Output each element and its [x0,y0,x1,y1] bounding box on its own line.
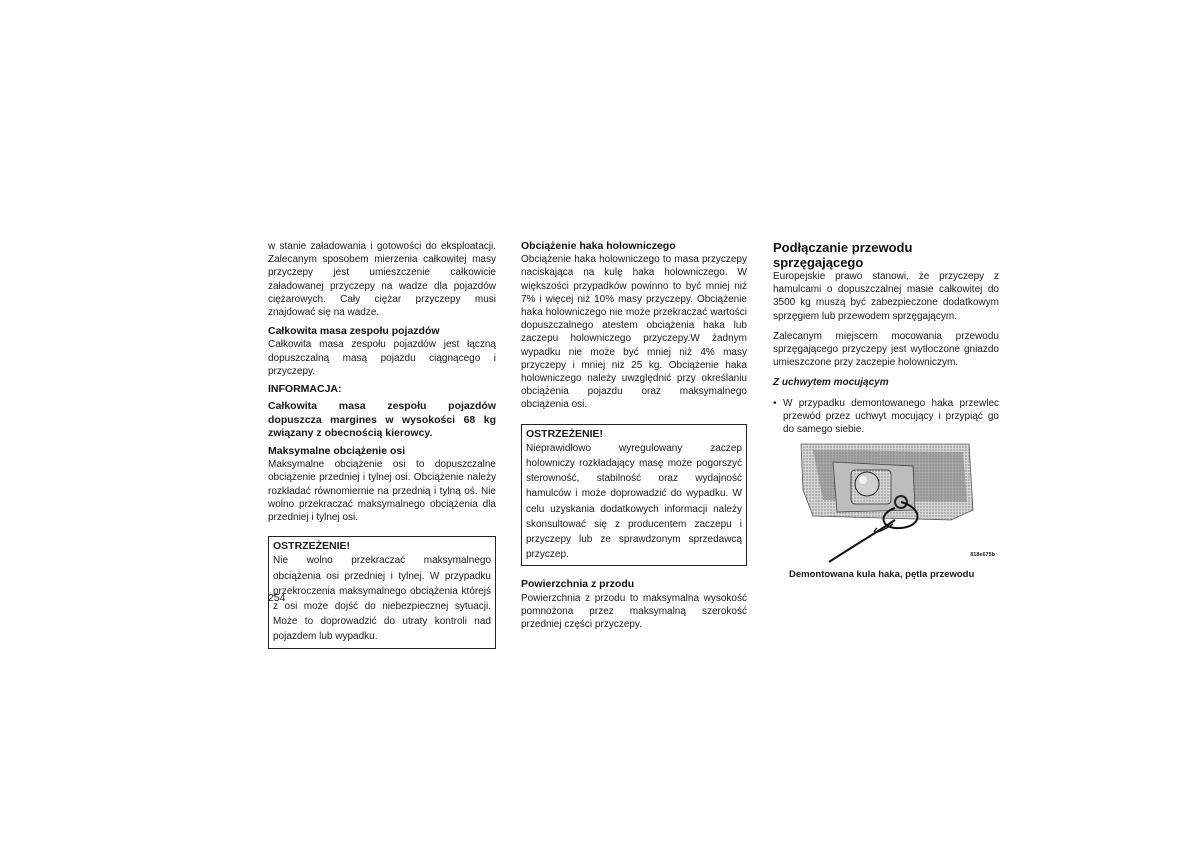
warning-box-axle [268,536,496,648]
section-heading-hitch-load: Obciążenie haka holowniczego [521,240,676,252]
tow-hook-illustration [773,440,999,564]
warning-title: OSTRZEŻENIE! [526,427,604,440]
mounting-location-paragraph: Zalecanym miejscem mocowania przewodu sprzęgającego przyczepy jest wytłoczone gniazdo umieszczone przy zaczepie holowniczym. [773,330,999,369]
warning-text: Nie wolno przekraczać maksymalnego obciążenia osi przedniej i tylnej. W przypadku przekroczenia maksymalnego obciążenia którejś z osi może dojść do niebezpiecznej sytuacji. Może to doprowadzić do utraty kontroli nad pojazdem lub wypadku. [273,555,491,643]
column-right [773,240,999,581]
axle-load-paragraph: Maksymalne obciążenie osi to dopuszczalne obciążenie przedniej i tylnej osi. Obciążenie należy rozkładać równomiernie na przednią i tylną oś. Nie wolno przekraczać maksymalnego obciążenia dla przedniej i tylnej osi. [268,459,496,524]
hitch-load-paragraph: Obciążenie haka holowniczego to masa przyczepy naciskająca na kulę haka holowniczego. W większości przypadków powinno to być mniej niż 7% i więcej niż 10% masy przyczepy. Obciążenie haka holowniczego nie może przekraczać wartości dopuszczalnego atestem obciążenia haka lub zaczepu holowniczego przyczepy.W żadnym wypadku nie może być mniej niż 4% masy przyczepy i mniej niż 25 kg. Obciążenie haka holowniczego należy uwzględnić przy określaniu obciążenia pojazdu oraz maksymalnego obciążenia osi. [521,254,747,411]
section-heading-total-mass: Całkowita masa zespołu pojazdów [268,325,440,338]
breakaway-cable-paragraph: Europejskie prawo stanowi, że przyczepy z hamulcami o dopuszczalnej masie całkowitej do 3500 kg muszą być zabezpieczone dodatkowym sprzęgiem lub przewodem sprzęgającym. [773,271,999,322]
bullet-text: W przypadku demontowanego haka przewlec przewód przez uchwyt mocujący i przypiąć go do samego siebie. [783,397,999,436]
page-section-title: Podłączanie przewodu sprzęgającego [773,240,913,270]
intro-paragraph: w stanie załadowania i gotowości do eksploatacji. Zalecanym sposobem mierzenia całkowitej masy przyczepy jest umieszczenie całkowicie załadowanej przyczepy na wadze dla pojazdów ciężarowych. Cały ciężar przyczepy musi znajdować się na wadze. [268,241,496,319]
bullet-icon: • [773,397,777,409]
info-text: Całkowita masa zespołu pojazdów dopuszcza margines w wysokości 68 kg związany z obecnością kierowcy. [268,400,496,440]
page-number: 254 [268,592,286,604]
section-heading-frontal-area: Powierzchnia z przodu [521,578,635,591]
warning-title: OSTRZEŻENIE! [273,540,351,553]
total-mass-paragraph: Całkowita masa zespołu pojazdów jest łączną dopuszczalną masą pojazdu ciągnącego i przyczepy. [268,339,496,377]
column-middle [521,240,747,631]
tow-hook-figure-icon [773,440,999,564]
info-title: INFORMACJA: [268,383,342,396]
figure-caption: Demontowana kula haka, pętla przewodu [789,569,975,581]
warning-box-hitch [521,424,747,567]
bullet-item [773,397,999,437]
warning-text: Nieprawidłowo wyregulowany zaczep holowniczy rozkładający masę może pogorszyć sterowność, stabilność oraz wydajność hamulców i może doprowadzić do wypadku. W celu uzyskania dodatkowych informacji należy skonsultować się z producentem zaczepu i przyczepy lub ze sprawdzonym sprzedawcą przyczep. [526,442,742,561]
frontal-area-paragraph: Powierzchnia z przodu to maksymalna wysokość pomnożona przez maksymalną szerokość przedniej części przyczepy. [521,592,747,631]
figure-code: 818e675b [970,552,995,559]
column-left [268,240,496,649]
subheading-with-bracket: Z uchwytem mocującym [773,377,889,389]
section-heading-axle-load: Maksymalne obciążenie osi [268,445,406,458]
